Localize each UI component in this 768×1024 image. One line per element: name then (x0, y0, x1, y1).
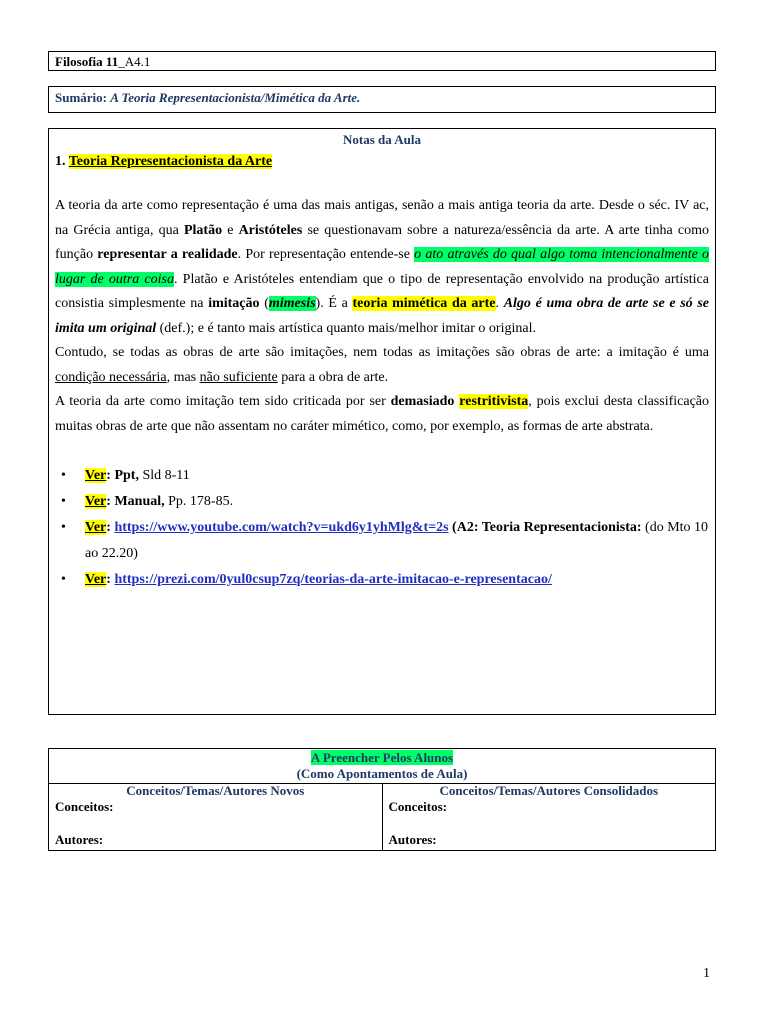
youtube-link[interactable]: https://www.youtube.com/watch?v=ukd6y1yhMlg&t=2s (114, 520, 449, 535)
ver-colon: : (106, 520, 115, 535)
ver-label: Ver (85, 468, 107, 483)
p1-text: ). É a (315, 296, 353, 311)
p3-restritivista: restritivista (459, 394, 529, 409)
summary-text: A Teoria Representacionista/Mimética da Arte. (110, 90, 361, 105)
p1-text: A teoria da arte como representação é uma das mais antigas, senão a mais antiga teoria da arte. Desde o séc. IV ac, na Grécia antiga, qua (55, 198, 709, 238)
ver-label: Ver (85, 494, 107, 509)
consolidated-concepts-column[interactable] (382, 783, 716, 850)
paragraph-2 (55, 341, 709, 390)
p2-text: para a obra de arte. (277, 369, 389, 385)
lesson-code: _A4.1 (118, 54, 151, 69)
prezi-link[interactable]: https://prezi.com/0yul0csup7zq/teorias-da-arte-imitacao-e-representacao/ (114, 572, 552, 587)
consolidated-concepts-header: Conceitos/Temas/Autores Consolidados (439, 783, 658, 798)
section-number: 1. (55, 154, 66, 169)
students-title: A Preencher Pelos Alunos (310, 750, 454, 765)
new-concepts-header: Conceitos/Temas/Autores Novos (126, 783, 305, 798)
reference-source: Manual, (114, 494, 165, 509)
p1-definition: Algo é uma obra de arte se e só se imita um original (55, 296, 709, 336)
summary-label: Sumário: (55, 90, 107, 105)
ver-colon: : (106, 468, 115, 483)
reference-item (79, 463, 709, 489)
p2-text: Contudo, se todas as obras de arte são imitações, nem todas as imitações são obras de arte: a imitação é uma (55, 345, 709, 360)
p3-demasiado: demasiado (390, 394, 455, 409)
reference-detail: Pp. 178-85. (164, 494, 234, 509)
reference-detail: (do Mto 10 ao 22.20) (85, 520, 709, 561)
p1-text: . Por representação entende-se (237, 247, 415, 262)
p1-aristoteles: Aristóteles (238, 222, 303, 238)
ver-colon: : (106, 572, 115, 587)
p1-mimesis: mimesis (268, 296, 316, 311)
reference-title: A2: Teoria Representacionista: (456, 520, 642, 535)
notes-title: Notas da Aula (342, 132, 422, 147)
paragraph-1 (55, 194, 709, 341)
section-heading (55, 154, 709, 170)
p3-text: A teoria da arte como imitação tem sido criticada por ser (55, 394, 391, 409)
p1-teoria-mimetica: teoria mimética da arte (352, 296, 496, 311)
reference-item (79, 489, 709, 515)
new-authors-label: Autores: (55, 832, 104, 847)
p1-text: . (495, 296, 504, 311)
p2-text: , mas (166, 369, 200, 385)
reference-detail: Sld 8-11 (138, 468, 190, 483)
course-name: Filosofia 11 (55, 54, 119, 69)
page-number: 1 (703, 966, 710, 981)
p1-text: se questionavam sobre a natureza/essência da arte. A arte tinha como função (55, 222, 709, 262)
reference-detail: ( (448, 520, 457, 535)
p1-representar: representar a realidade (97, 247, 238, 262)
consolidated-concepts-label: Conceitos: (388, 799, 447, 814)
reference-source: Ppt, (114, 468, 139, 483)
students-title-wrap (49, 750, 715, 766)
ver-label: Ver (85, 572, 107, 587)
p2-necessary-condition: condição necessária (55, 369, 167, 385)
reference-item (79, 515, 709, 567)
header-box (48, 51, 716, 71)
p3-text: , pois exclui desta classificação muitas obras de arte que não assentam no caráter mimético, como, por exemplo, as formas de arte abstrata. (55, 394, 709, 434)
new-concepts-label: Conceitos: (55, 799, 114, 814)
p1-text: (def.); e é tanto mais artística quanto mais/melhor imitar o original. (156, 320, 536, 336)
summary-box (48, 86, 716, 113)
ver-colon: : (106, 494, 115, 509)
p1-text: . Platão e Aristóteles entendiam que o tipo de representação envolvido na produção artística consistia simplesmente na (55, 271, 709, 311)
references-list (55, 463, 709, 593)
students-subtitle: (Como Apontamentos de Aula) (296, 766, 468, 781)
notes-box (48, 128, 716, 715)
p1-text: ( (259, 296, 269, 311)
section-title: Teoria Representacionista da Arte (68, 154, 273, 169)
p1-platao: Platão (183, 222, 223, 238)
paragraph-3 (55, 390, 709, 439)
p1-imitacao: imitação (208, 296, 260, 311)
p1-definition-highlight: o ato através do qual algo toma intencionalmente o lugar de outra coisa (55, 247, 710, 287)
reference-item (79, 567, 709, 593)
p2-not-sufficient: não suficiente (199, 369, 278, 385)
students-table (48, 748, 716, 851)
p1-text: e (222, 222, 239, 238)
consolidated-authors-label: Autores: (388, 832, 437, 847)
ver-label: Ver (85, 520, 107, 535)
new-concepts-column[interactable] (49, 783, 382, 850)
